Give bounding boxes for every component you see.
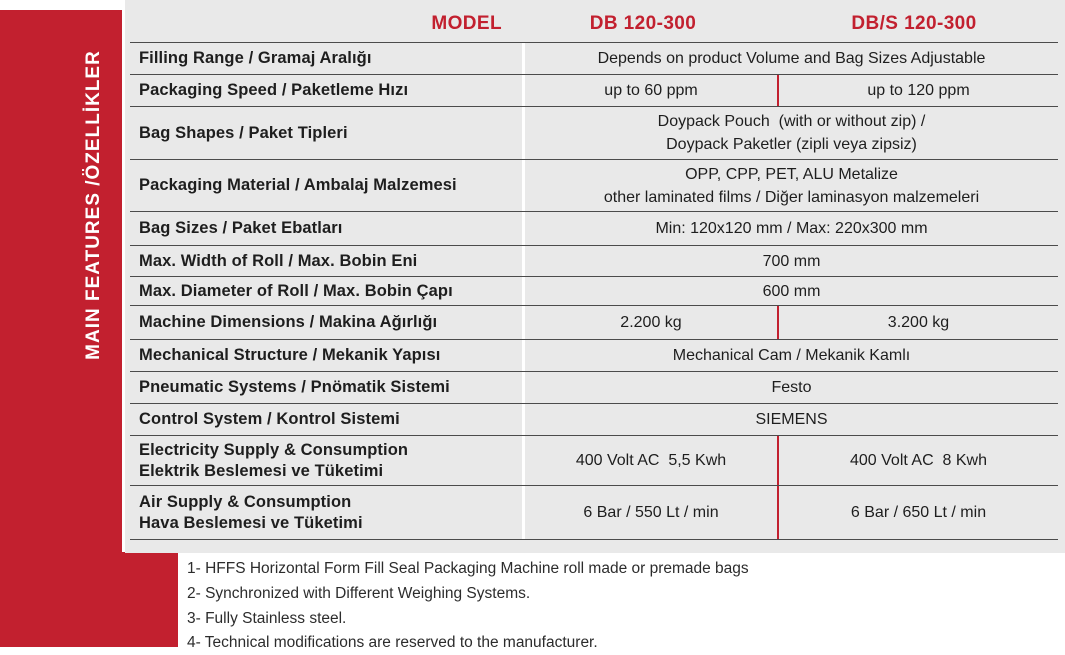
table-row-filling-range (130, 43, 1058, 75)
spec-table-rows (130, 0, 1058, 540)
row-value: Doypack Pouch (with or without zip) / Doypack Paketler (zipli veya zipsiz) (657, 113, 926, 153)
table-header-row (130, 0, 1058, 43)
footnotes (187, 557, 749, 655)
table-row-bag-sizes (130, 212, 1058, 246)
row-value-col1: 400 Volt AC 5,5 Kwh (575, 451, 727, 469)
row-label: Max. Diameter of Roll / Max. Bobin Çapı (130, 277, 525, 305)
row-value-col2: 6 Bar / 650 Lt / min (777, 486, 1058, 539)
row-value: Festo (771, 379, 812, 396)
row-value: SIEMENS (755, 411, 828, 428)
row-label: Control System / Kontrol Sistemi (130, 404, 525, 435)
sidebar-vertical-title: MAIN FEATURES /ÖZELLİKLER (83, 50, 104, 360)
model-header-label: MODEL (431, 13, 502, 34)
footnote-1: 1- HFFS Horizontal Form Fill Seal Packaging Machine roll made or premade bags (187, 560, 749, 577)
row-label: Electricity Supply & Consumption Elektrik Beslemesi ve Tüketimi (130, 436, 525, 485)
row-label: Packaging Material / Ambalaj Malzemesi (130, 160, 525, 211)
sidebar-red-band-bottom (0, 552, 178, 647)
row-value: OPP, CPP, PET, ALU Metalize other laminated films / Diğer laminasyon malzemeleri (603, 165, 980, 206)
row-label: Max. Width of Roll / Max. Bobin Eni (130, 246, 525, 276)
table-row-mechanical-structure (130, 340, 1058, 372)
table-row-air-supply (130, 486, 1058, 540)
row-label: Air Supply & Consumption Hava Beslemesi ve Tüketimi (130, 486, 525, 539)
table-row-bag-shapes (130, 107, 1058, 160)
row-value: Min: 120x120 mm / Max: 220x300 mm (655, 220, 928, 237)
row-label: Bag Shapes / Paket Tipleri (130, 107, 525, 159)
row-value-col2: up to 120 ppm (777, 75, 1058, 106)
table-row-max-width-of-roll (130, 246, 1058, 277)
row-value: 700 mm (762, 252, 821, 270)
row-value-col1: up to 60 ppm (604, 81, 698, 99)
table-row-max-diameter-of-roll (130, 277, 1058, 306)
spec-table (125, 0, 1065, 553)
row-label: Bag Sizes / Paket Ebatları (130, 212, 525, 245)
row-value: Depends on product Volume and Bag Sizes Adjustable (597, 50, 986, 67)
column-header-dbs-120-300: DB/S 120-300 (851, 13, 977, 34)
table-row-pneumatic-systems (130, 372, 1058, 404)
footnote-4: 4- Technical modifications are reserved to the manufacturer. (187, 634, 598, 652)
row-label: Pneumatic Systems / Pnömatik Sistemi (130, 372, 525, 403)
row-value: Mechanical Cam / Mekanik Kamlı (672, 347, 911, 364)
row-value-col2: 400 Volt AC 8 Kwh (777, 436, 1058, 485)
row-label: Packaging Speed / Paketleme Hızı (130, 75, 525, 106)
row-value: 600 mm (762, 282, 821, 300)
table-row-machine-dimensions (130, 306, 1058, 340)
row-label: Mechanical Structure / Mekanik Yapısı (130, 340, 525, 371)
footnote-2: 2- Synchronized with Different Weighing Systems. (187, 584, 531, 602)
table-row-packaging-speed (130, 75, 1058, 107)
table-row-packaging-material (130, 160, 1058, 212)
row-value-col1: 6 Bar / 550 Lt / min (583, 503, 719, 521)
row-label: Machine Dimensions / Makina Ağırlığı (130, 306, 525, 339)
table-row-electricity-supply (130, 436, 1058, 486)
row-label: Filling Range / Gramaj Aralığı (130, 43, 525, 74)
row-value-col2: 3.200 kg (777, 306, 1058, 339)
column-header-db-120-300: DB 120-300 (589, 13, 697, 34)
row-value-col1: 2.200 kg (620, 313, 682, 331)
footnote-3: 3- Fully Stainless steel. (187, 609, 347, 627)
table-row-control-system (130, 404, 1058, 436)
